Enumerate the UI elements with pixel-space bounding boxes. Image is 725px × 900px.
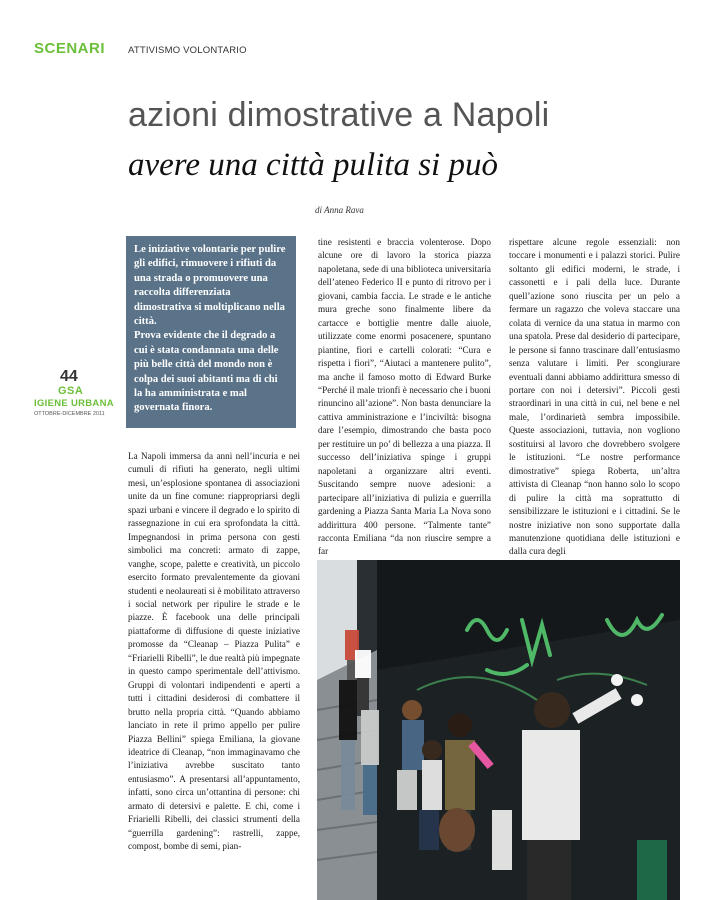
column-text: La Napoli immersa da anni nell’incuria e nei cumuli di rifiuti ha generato, negli ultimi mesi, un’esplosione spontanea di associazioni unite da un fine comune: riappropriarsi degli spazi urbani e vincere il degrado e lo spirito di rassegnazione in cui era sprofondata la città. Impegnandosi in prima persona con gesti simbolici ma concreti: armato di zappe, vanghe, scope, palette e creatività, un piccolo esercito formato prevalentemente da giovani studenti e neolaureati si è mobilitato attraverso i social network per ripulire le strade e le piazze. È facebook una delle principali piattaforme di diffusione di queste iniziative promosse da “Cleanap – Piazza Pulita” e “Friarielli Ribelli”, le due realtà più impegnate in questo campo sperimentale dell’attivismo. Gruppi di volontari indipendenti e aperti a tutti i cittadini desiderosi di combattere il brutto nella propria città. “Quando abbiamo lanciato in rete il primo appello per pulire Piazza Bellini” spiega Emiliana, la giovane ideatrice di Cleanap, “non immaginavamo che l’iniziativa avrebbe suscitato tanto entusiasmo”. A presentarsi all’appuntamento, infatti, sono circa un’ottantina di persone: chi armato di detersivi e palette. E chi, come i Friarielli Ribelli, dei classici strumenti della “guerrilla gardening”: rastrelli, zappe, compost, bombe di semi, pian- bbox=[128, 451, 300, 852]
article-column-3 bbox=[509, 236, 680, 559]
article-photo bbox=[317, 560, 680, 900]
intro-paragraph: Prova evidente che il degrado a cui è stata condannata una delle più belle città del mondo non è colpa dei suoi abitanti ma di chi la ha amministrata e mal governata finora. bbox=[134, 330, 279, 414]
article-title: azioni dimostrative a Napoli bbox=[128, 96, 550, 134]
intro-box bbox=[126, 236, 296, 428]
article-column-2 bbox=[318, 236, 491, 559]
volunteers-cleaning-wall-illustration bbox=[317, 560, 680, 900]
magazine-logo: GSA bbox=[58, 385, 84, 397]
magazine-name: IGIENE URBANA bbox=[34, 398, 114, 409]
column-text: rispettare alcune regole essenziali: non toccare i monumenti e i palazzi storici. Pulire soltanto gli edifici moderni, le strade, i cassonetti e i pali della luce. Durante quell’azione sono riuscita per un pelo a fermare un ragazzo che voleva staccare una colata di vernice da una statua in marmo con una spatola. Prese dal desiderio di partecipare, le persone si fanno trascinare dall’entusiasmo senza valutare i limiti. Per scongiurare eventuali danni abbiamo addirittura smesso di portare con noi i detersivi”. Piccoli gesti straordinari in una città in cui, nel bene e nel male, l’ordinarietà sembra impossibile. Queste associazioni, tuttavia, non vogliono sostituirsi al lavoro che dovrebbero svolgere le istituzioni. “Le nostre performance dimostrative” spiega Roberta, un’altra attivista di Cleanap “non hanno solo lo scopo di pulire la città ma soprattutto di sensibilizzare le istituzioni e i cittadini. Se le nostre iniziative non sono supportate dalla manutenzione quotidiana delle istituzioni e dalla cura degli bbox=[509, 237, 680, 557]
column-text: tine resistenti e braccia volenterose. Dopo alcune ore di lavoro la storica piazza napoletana, sede di una biblioteca universitaria dell’ateneo Federico II e punto di ritrovo per i giovani, cambia faccia. Le strade e le antiche mura greche sono finalmente libere da cartacce e bottiglie mentre dalle aiuole, utilizzate come enormi posacenere, spuntano piantine, fiori e cartelli colorati: “Cura e rispetta i fiori”, “Aiutaci a mantenere pulito”, ma anche il famoso motto di Edward Burke “Perché il male trionfi è necessario che i buoni rinuncino all’azione”. Non basta denunciare la cattiva amministrazione e l’inciviltà: bisogna dare l’esempio, dimostrando che basta poco per restituire un po’ di bellezza a una piazza. Il successo dell’iniziativa spinge i gruppi napoletani a organizzare altri eventi. Suscitando sempre nuove adesioni: a partecipare all’iniziativa di pulizia e guerrilla gardening a Piazza Santa Maria La Nova sono addirittura 400 persone. “Talmente tante” racconta Emiliana “da non riuscire sempre a far bbox=[318, 237, 491, 557]
article-subtitle: avere una città pulita si può bbox=[128, 147, 498, 183]
issue-date: OTTOBRE-DICEMBRE 2011 bbox=[34, 411, 105, 417]
page-number: 44 bbox=[60, 368, 78, 385]
section-label: SCENARI bbox=[34, 40, 106, 57]
byline: di Anna Rava bbox=[315, 205, 364, 215]
subsection-label: ATTIVISMO VOLONTARIO bbox=[128, 45, 247, 56]
intro-paragraph: Le iniziative volontarie per pulire gli edifici, rimuovere i rifiuti da una strada o promuovere una raccolta differenziata dimostrativa si moltiplicano nella città. bbox=[134, 244, 286, 328]
article-column-1 bbox=[128, 450, 300, 854]
